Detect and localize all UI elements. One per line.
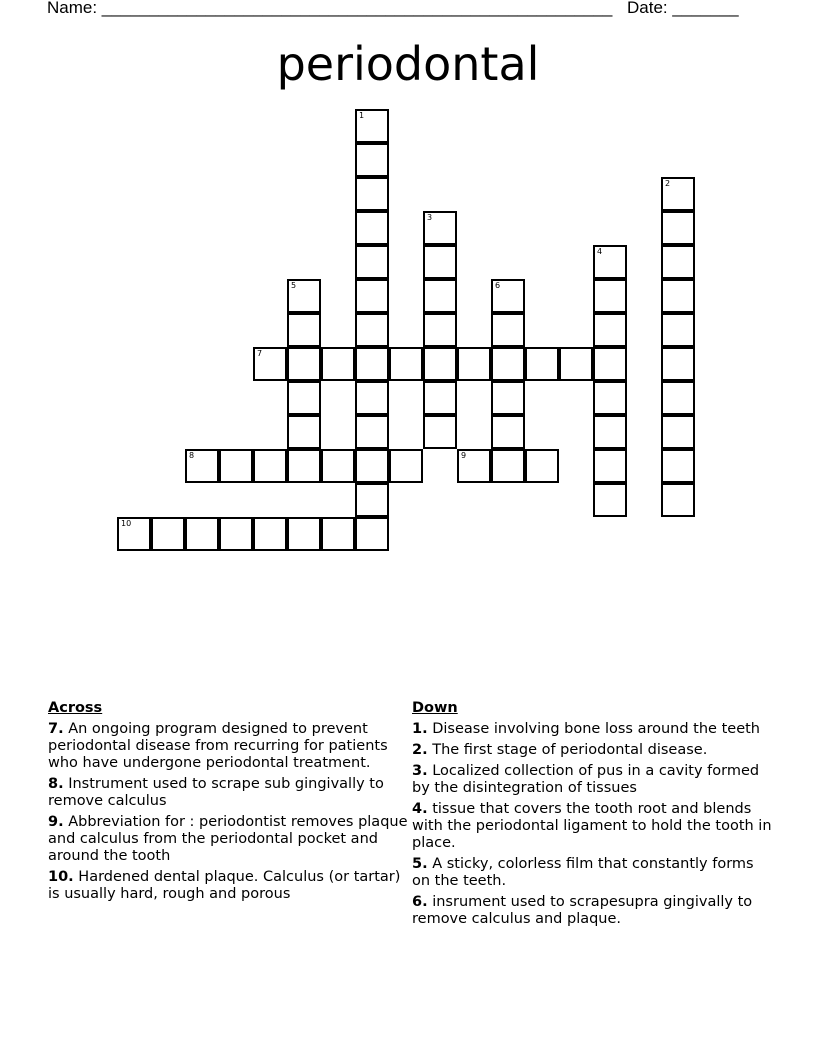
grid-cell[interactable]: [389, 449, 423, 483]
grid-cell[interactable]: [355, 313, 389, 347]
grid-cell[interactable]: [321, 449, 355, 483]
clue-text: tissue that covers the tooth root and blends with the periodontal ligament to hold the tooth in place.: [412, 801, 772, 851]
clue-text: A sticky, colorless film that constantly forms on the teeth.: [412, 856, 754, 889]
clue-number: 8.: [48, 776, 64, 792]
grid-cell[interactable]: [423, 347, 457, 381]
grid-cell[interactable]: [287, 415, 321, 449]
grid-cell[interactable]: [491, 279, 525, 313]
clue-down-3: [412, 763, 772, 797]
grid-cell[interactable]: [253, 449, 287, 483]
grid-cell[interactable]: [559, 347, 593, 381]
clue-number: 9.: [48, 814, 64, 830]
clue-text: Instrument used to scrape sub gingivally to remove calculus: [48, 776, 384, 809]
clue-across-10: [48, 869, 408, 903]
clue-down-4: [412, 801, 772, 852]
grid-cell[interactable]: [491, 313, 525, 347]
grid-cell[interactable]: [287, 347, 321, 381]
grid-cell[interactable]: [661, 313, 695, 347]
clue-number: 3.: [412, 763, 428, 779]
clue-number: 5.: [412, 856, 428, 872]
cell-number: 8: [189, 451, 195, 460]
grid-cell[interactable]: [287, 517, 321, 551]
grid-cell[interactable]: [287, 313, 321, 347]
grid-cell[interactable]: [253, 517, 287, 551]
grid-cell[interactable]: [491, 381, 525, 415]
grid-cell[interactable]: [593, 381, 627, 415]
clue-text: Disease involving bone loss around the teeth: [432, 721, 760, 737]
down-heading: Down: [412, 700, 458, 716]
cell-number: 6: [495, 281, 501, 290]
grid-cell[interactable]: [355, 279, 389, 313]
grid-cell[interactable]: [287, 381, 321, 415]
clue-number: 1.: [412, 721, 428, 737]
grid-cell[interactable]: [185, 449, 219, 483]
grid-cell[interactable]: [661, 483, 695, 517]
clue-text: Hardened dental plaque. Calculus (or tartar) is usually hard, rough and porous: [48, 869, 401, 902]
name-field[interactable]: Name: ______________________________________________________: [47, 0, 613, 17]
clue-across-9: [48, 814, 408, 865]
grid-cell[interactable]: [355, 517, 389, 551]
grid-cell[interactable]: [253, 347, 287, 381]
grid-cell[interactable]: [661, 449, 695, 483]
grid-cell[interactable]: [321, 347, 355, 381]
grid-cell[interactable]: [423, 245, 457, 279]
grid-cell[interactable]: [423, 279, 457, 313]
clue-text: The first stage of periodontal disease.: [432, 742, 708, 758]
grid-cell[interactable]: [661, 177, 695, 211]
cell-number: 3: [427, 213, 433, 222]
grid-cell[interactable]: [593, 415, 627, 449]
clue-text: Localized collection of pus in a cavity formed by the disintegration of tissues: [412, 763, 760, 796]
grid-cell[interactable]: [593, 449, 627, 483]
clue-text: Abbreviation for : periodontist removes plaque and calculus from the periodontal pocket and around the tooth: [48, 814, 408, 864]
grid-cell[interactable]: [355, 449, 389, 483]
grid-cell[interactable]: [593, 245, 627, 279]
grid-cell[interactable]: [491, 415, 525, 449]
grid-cell[interactable]: [117, 517, 151, 551]
grid-cell[interactable]: [423, 381, 457, 415]
grid-cell[interactable]: [661, 279, 695, 313]
grid-cell[interactable]: [593, 313, 627, 347]
grid-cell[interactable]: [355, 109, 389, 143]
clue-text: An ongoing program designed to prevent periodontal disease from recurring for patients who have undergone periodontal treatment.: [48, 721, 388, 771]
grid-cell[interactable]: [185, 517, 219, 551]
grid-cell[interactable]: [321, 517, 355, 551]
grid-cell[interactable]: [661, 211, 695, 245]
grid-cell[interactable]: [593, 483, 627, 517]
grid-cell[interactable]: [593, 347, 627, 381]
grid-cell[interactable]: [355, 211, 389, 245]
grid-cell[interactable]: [661, 245, 695, 279]
grid-cell[interactable]: [355, 177, 389, 211]
grid-cell[interactable]: [661, 415, 695, 449]
grid-cell[interactable]: [389, 347, 423, 381]
grid-cell[interactable]: [423, 313, 457, 347]
clue-number: 4.: [412, 801, 428, 817]
grid-cell[interactable]: [457, 449, 491, 483]
grid-cell[interactable]: [491, 449, 525, 483]
grid-cell[interactable]: [661, 347, 695, 381]
clue-number: 2.: [412, 742, 428, 758]
clue-down-5: [412, 856, 772, 890]
clue-across-8: [48, 776, 408, 810]
grid-cell[interactable]: [661, 381, 695, 415]
down-clues: [412, 700, 772, 932]
grid-cell[interactable]: [355, 483, 389, 517]
grid-cell[interactable]: [457, 347, 491, 381]
cell-number: 9: [461, 451, 467, 460]
across-clues: [48, 700, 408, 907]
grid-cell[interactable]: [151, 517, 185, 551]
cell-number: 1: [359, 111, 365, 120]
grid-cell[interactable]: [525, 347, 559, 381]
clue-number: 6.: [412, 894, 428, 910]
grid-cell[interactable]: [219, 449, 253, 483]
page-title: periodontal: [276, 37, 540, 91]
clue-text: insrument used to scrapesupra gingivally to remove calculus and plaque.: [412, 894, 753, 927]
cell-number: 5: [291, 281, 297, 290]
grid-cell[interactable]: [423, 211, 457, 245]
cell-number: 10: [121, 519, 132, 528]
cell-number: 4: [597, 247, 603, 256]
grid-cell[interactable]: [593, 279, 627, 313]
clue-down-1: [412, 721, 772, 738]
grid-cell[interactable]: [355, 347, 389, 381]
clue-across-7: [48, 721, 408, 772]
grid-cell[interactable]: [525, 449, 559, 483]
clue-number: 10.: [48, 869, 74, 885]
date-field[interactable]: Date: _______: [627, 0, 739, 17]
clue-down-2: [412, 742, 772, 759]
grid-cell[interactable]: [287, 279, 321, 313]
clue-down-6: [412, 894, 772, 928]
grid-cell[interactable]: [491, 347, 525, 381]
cell-number: 7: [257, 349, 263, 358]
across-heading: Across: [48, 700, 103, 716]
grid-cell[interactable]: [423, 415, 457, 449]
grid-cell[interactable]: [287, 449, 321, 483]
grid-cell[interactable]: [355, 415, 389, 449]
grid-cell[interactable]: [355, 245, 389, 279]
grid-cell[interactable]: [219, 517, 253, 551]
grid-cell[interactable]: [355, 381, 389, 415]
clue-number: 7.: [48, 721, 64, 737]
grid-cell[interactable]: [355, 143, 389, 177]
cell-number: 2: [665, 179, 671, 188]
